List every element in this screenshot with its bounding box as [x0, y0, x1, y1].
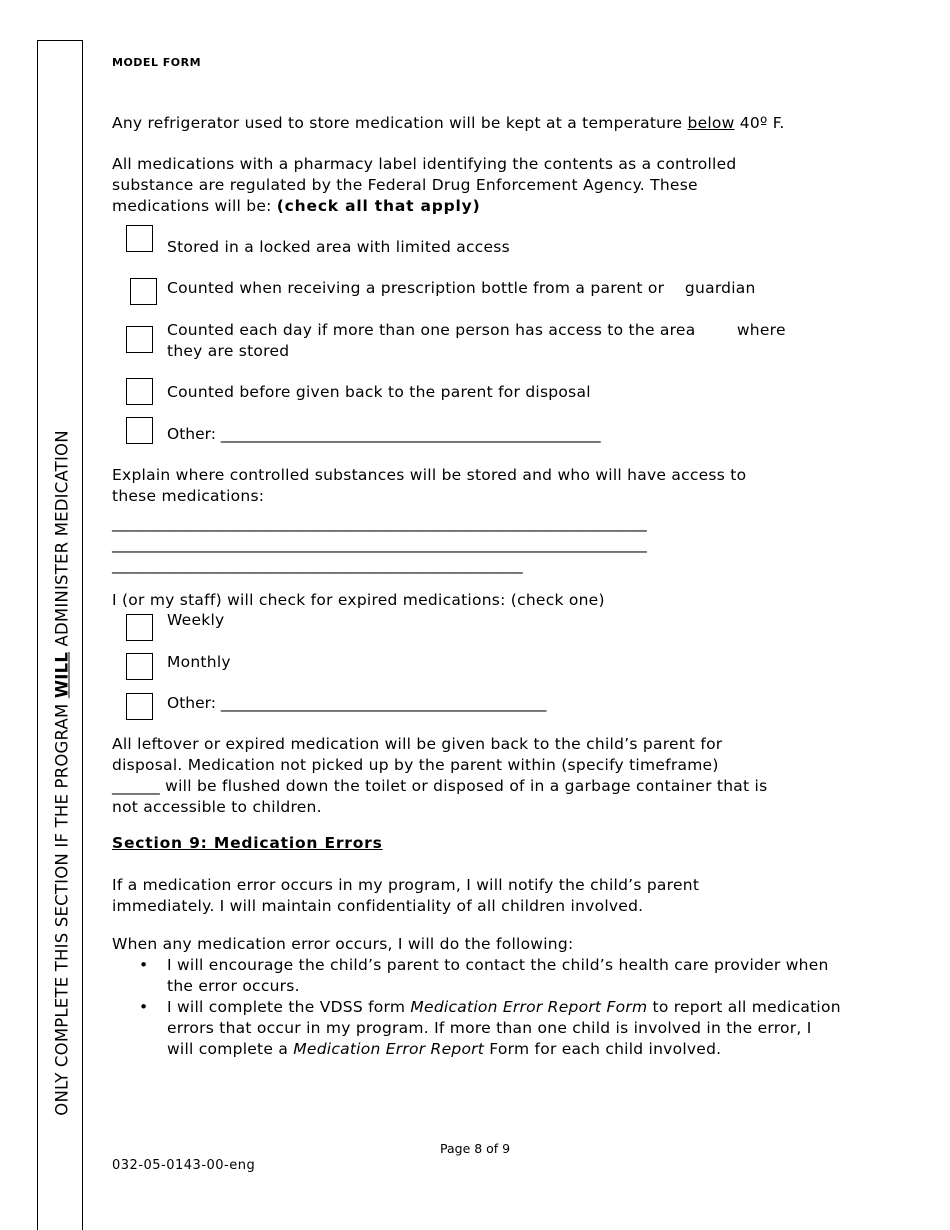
option-counted-daily-line1: Counted each day if more than one person has access to the area where [167, 321, 786, 339]
list-item: • I will encourage the child’s parent to contact the child’s health care provider when the error occurs. [112, 955, 842, 997]
explain-blank-2[interactable]: _____________________________________________________________________ [112, 535, 647, 553]
option-counted-receiving: Counted when receiving a prescription bottle from a parent or guardian [167, 279, 756, 297]
sidebar-label: ONLY COMPLETE THIS SECTION IF THE PROGRAM WILL ADMINISTER MEDICATION [52, 430, 72, 1116]
controlled-intro-line1: All medications with a pharmacy label identifying the contents as a controlled [112, 155, 737, 173]
controlled-intro-line2: substance are regulated by the Federal Drug Enforcement Agency. These [112, 176, 698, 194]
option-weekly: Weekly [167, 611, 225, 629]
checkbox-other-expired[interactable] [126, 693, 153, 720]
option-counted-disposal: Counted before given back to the parent for disposal [167, 383, 591, 401]
expired-question: I (or my staff) will check for expired medications: (check one) [112, 591, 605, 609]
errors-list [112, 955, 842, 1060]
list-item: • I will complete the VDSS form Medication Error Report Form to report all medication errors that occur in my program. If more than one child is involved in the error, I will complete a Medication Error Report Form for each child involved. [112, 997, 842, 1060]
checkbox-counted-daily[interactable] [126, 326, 153, 353]
explain-blank-3[interactable]: _____________________________________________________ [112, 556, 523, 574]
checkbox-counted-disposal[interactable] [126, 378, 153, 405]
explain-blank-1[interactable]: _____________________________________________________________________ [112, 514, 647, 532]
form-header: MODEL FORM [112, 56, 202, 69]
explain-line2: these medications: [112, 487, 265, 505]
checkbox-monthly[interactable] [126, 653, 153, 680]
controlled-intro-line3: medications will be: (check all that apply) [112, 197, 481, 215]
option-other-controlled[interactable]: Other: _________________________________________________ [167, 425, 601, 443]
checkbox-other-controlled[interactable] [126, 417, 153, 444]
explain-line1: Explain where controlled substances will be stored and who will have access to [112, 466, 747, 484]
errors-notify-line2: immediately. I will maintain confidentiality of all children involved. [112, 897, 644, 915]
fridge-statement: Any refrigerator used to store medication will be kept at a temperature below 40º F. [112, 114, 785, 132]
leftover-line3: ______ will be flushed down the toilet or disposed of in a garbage container that is [112, 777, 768, 795]
page-number: Page 8 of 9 [440, 1141, 511, 1156]
option-locked-area: Stored in a locked area with limited access [167, 238, 510, 256]
option-other-expired[interactable]: Other: __________________________________________ [167, 694, 547, 712]
checkbox-locked-area[interactable] [126, 225, 153, 252]
checkbox-counted-receiving[interactable] [130, 278, 157, 305]
leftover-line1: All leftover or expired medication will be given back to the child’s parent for [112, 735, 723, 753]
errors-notify-line1: If a medication error occurs in my program, I will notify the child’s parent [112, 876, 700, 894]
leftover-line2: disposal. Medication not picked up by the parent within (specify timeframe) [112, 756, 719, 774]
form-code: 032-05-0143-00-eng [112, 1158, 256, 1173]
errors-intro: When any medication error occurs, I will do the following: [112, 935, 574, 953]
option-monthly: Monthly [167, 653, 231, 671]
leftover-line4: not accessible to children. [112, 798, 322, 816]
section-9-title: Section 9: Medication Errors [112, 834, 383, 852]
option-counted-daily-line2: they are stored [167, 342, 290, 360]
checkbox-weekly[interactable] [126, 614, 153, 641]
